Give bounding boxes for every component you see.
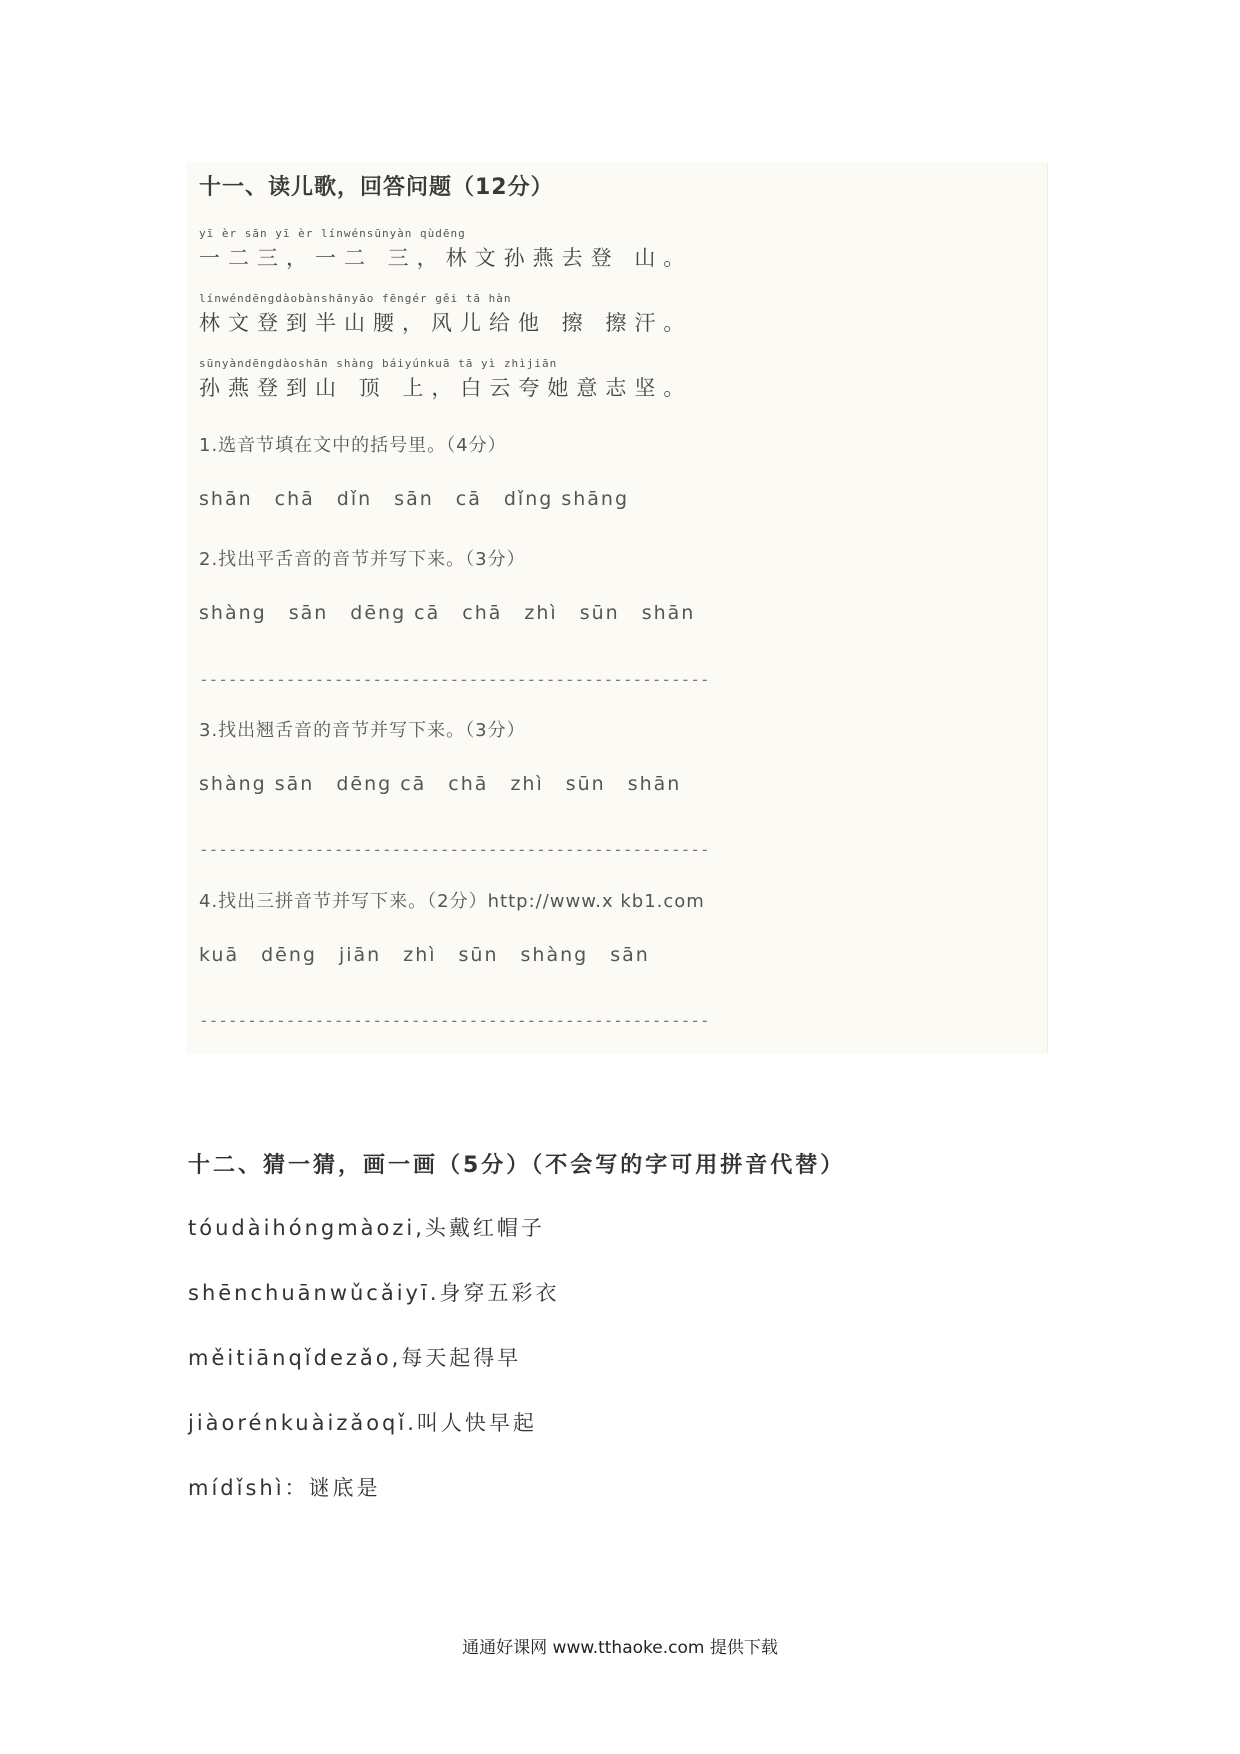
syllable: dǐng shāng (503, 488, 630, 510)
syllable: shàng (520, 944, 589, 966)
question-4-answer-line[interactable]: ----------------------------------------------------- (199, 1011, 710, 1030)
syllable: sān (288, 602, 329, 624)
syllable: zhì (524, 602, 558, 624)
riddle-line-4: jiàorénkuàizǎoqǐ.叫人快早起 (188, 1411, 537, 1435)
question-2-answer-line[interactable]: ----------------------------------------------------- (199, 670, 710, 689)
question-1-syllables (199, 488, 651, 510)
question-3-answer-line[interactable]: ----------------------------------------------------- (199, 840, 710, 859)
syllable: sūn (458, 944, 499, 966)
poem-line-3-pinyin: sūnyàndēngdàoshān shàng báiyúnkuā tā yì zhìjiān (199, 357, 558, 370)
poem-line-1-hanzi: 一二三，一二 三，林文孙燕去登 山。 (199, 246, 693, 270)
question-3-label: 3.找出翘舌音的音节并写下来。（3分） (199, 720, 526, 741)
riddle-line-1: tóudàihóngmàozi,头戴红帽子 (188, 1216, 545, 1240)
syllable: shān (641, 602, 696, 624)
poem-line-1-pinyin: yī èr sān yī èr línwénsūnyàn qùdēng (199, 227, 466, 240)
question-2-syllables (199, 602, 717, 624)
riddle-line-3: měitiānqǐdezǎo,每天起得早 (188, 1346, 522, 1370)
syllable: sūn (579, 602, 620, 624)
section-11-title: 十一、读儿歌，回答问题（12分） (199, 175, 554, 200)
syllable: jiān (338, 944, 382, 966)
syllable: kuā (199, 944, 240, 966)
syllable: chā (274, 488, 315, 510)
syllable: sān (394, 488, 434, 510)
question-4-label: 4.找出三拼音节并写下来。（2分）http://www.x kb1.com (199, 891, 705, 912)
syllable: shàng sān (199, 773, 315, 795)
syllable: dǐn (336, 488, 373, 510)
poem-line-3-hanzi: 孙燕登到山 顶 上，白云夸她意志坚。 (199, 376, 693, 400)
section-12-title: 十二、猜一猜，画一画（5分）（不会写的字可用拼音代替） (188, 1153, 846, 1178)
syllable: chā (462, 602, 503, 624)
syllable: dēng (261, 944, 317, 966)
question-4-syllables (199, 944, 672, 966)
syllable: sūn (565, 773, 606, 795)
question-3-syllables (199, 773, 703, 795)
syllable: cā (455, 488, 482, 510)
riddle-line-2: shēnchuānwǔcǎiyī.身穿五彩衣 (188, 1281, 560, 1305)
riddle-answer-prompt: mídǐshì：谜底是 (188, 1476, 381, 1500)
syllable: shān (199, 488, 253, 510)
footer-credit: 通通好课网 www.tthaoke.com 提供下载 (462, 1638, 778, 1658)
syllable: zhì (403, 944, 437, 966)
syllable: dēng cā (350, 602, 441, 624)
syllable: dēng cā (336, 773, 427, 795)
syllable: shān (627, 773, 682, 795)
question-1-label: 1.选音节填在文中的括号里。（4分） (199, 435, 507, 456)
syllable: sān (610, 944, 650, 966)
syllable: chā (448, 773, 489, 795)
question-2-label: 2.找出平舌音的音节并写下来。（3分） (199, 549, 526, 570)
syllable: zhì (510, 773, 544, 795)
poem-line-2-pinyin: línwéndēngdàobànshānyāo fēngér gěi tā hàn (199, 292, 512, 305)
syllable: shàng (199, 602, 267, 624)
poem-line-2-hanzi: 林文登到半山腰，风儿给他 擦 擦汗。 (199, 311, 693, 335)
